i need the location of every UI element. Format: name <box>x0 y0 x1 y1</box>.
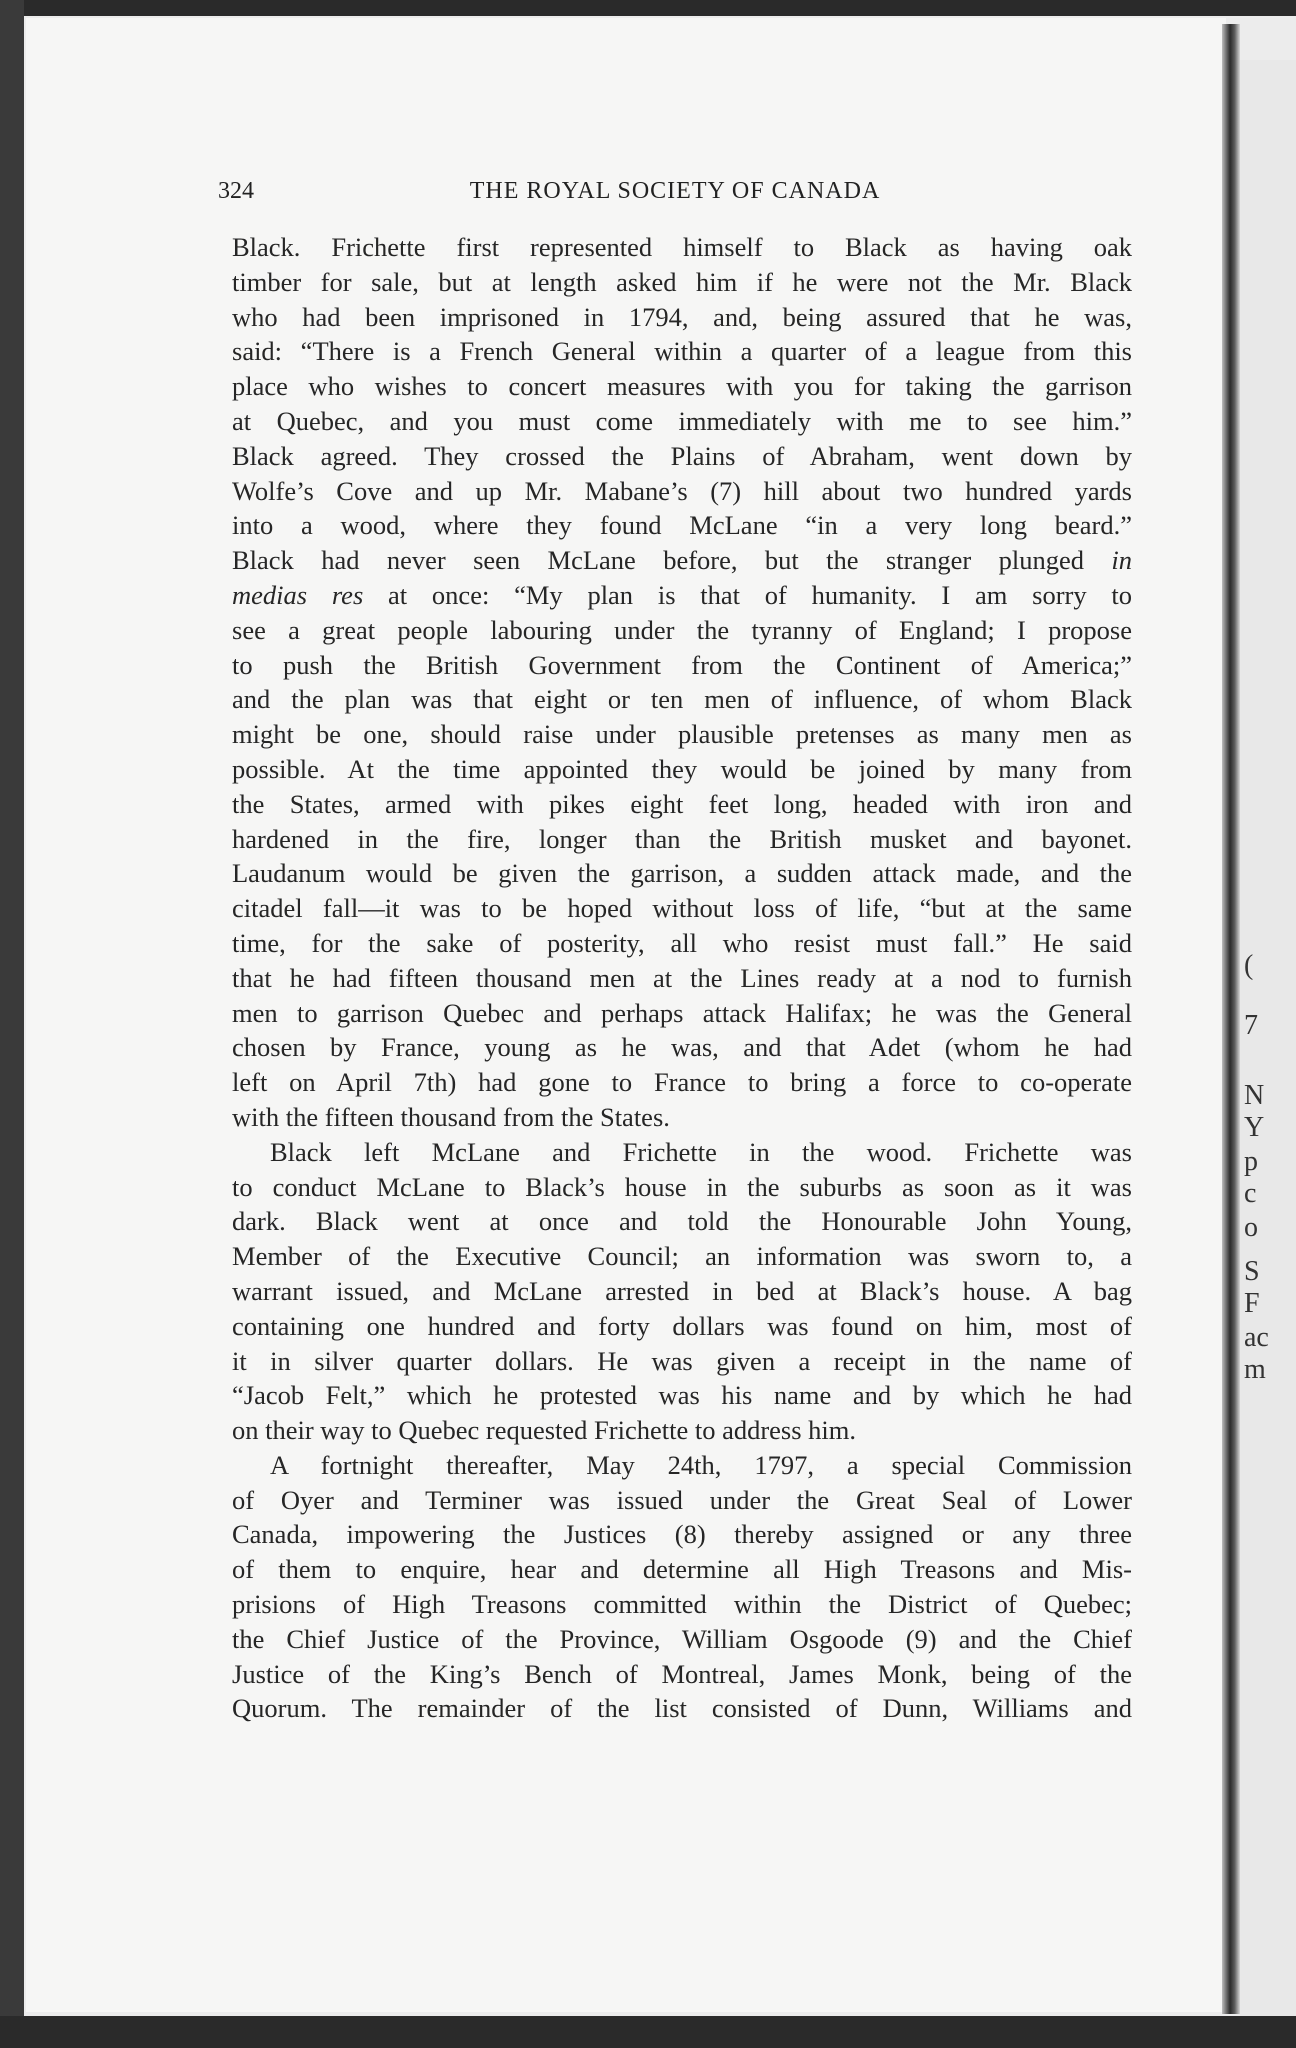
text-line: to conduct McLane to Black’s house in the suburbs as soon as it was <box>232 1171 1132 1202</box>
text-line: containing one hundred and forty dollars was found on him, most of <box>232 1310 1132 1341</box>
text-line: Black. Frichette first represented himself to Black as having oak <box>232 232 1132 262</box>
text-line: who had been imprisoned in 1794, and, being assured that he was, <box>232 301 1132 332</box>
text-line: see a great people labouring under the tyranny of England; I propose <box>232 614 1132 645</box>
text-line: left on April 7th) had gone to France to bring a force to co-operate <box>232 1067 1132 1098</box>
adjacent-page-fragment: F <box>1244 1288 1260 1319</box>
text-line: Quorum. The remainder of the list consisted of Dunn, Williams and <box>232 1693 1132 1724</box>
text-line: Black agreed. They crossed the Plains of Abraham, went down by <box>232 440 1132 471</box>
text-line: medias res at once: “My plan is that of humanity. I am sorry to <box>232 579 1133 610</box>
text-line: might be one, should raise under plausible pretenses as many men as <box>232 719 1132 750</box>
text-line: citadel fall—it was to be hoped without loss of life, “but at the same <box>232 893 1132 924</box>
adjacent-page-edge <box>1240 60 1296 2016</box>
scan-border-left <box>0 0 24 2048</box>
text-line: men to garrison Quebec and perhaps attack Halifax; he was the General <box>232 997 1132 1028</box>
adjacent-page-fragment: Y <box>1244 1112 1265 1143</box>
text-line: possible. At the time appointed they would be joined by many from <box>232 753 1132 784</box>
text-line: said: “There is a French General within a quarter of a league from this <box>232 336 1132 367</box>
adjacent-page-fragment: o <box>1244 1212 1258 1243</box>
text-line: into a wood, where they found McLane “in a very long beard.” <box>232 510 1132 541</box>
page-gutter <box>1222 24 1240 2014</box>
running-head: THE ROYAL SOCIETY OF CANADA <box>469 178 881 204</box>
text-line: the Chief Justice of the Province, William Osgoode (9) and the Chief <box>232 1623 1132 1654</box>
page-number: 324 <box>218 178 254 204</box>
text-line: that he had fifteen thousand men at the Lines ready at a nod to furnish <box>232 962 1132 993</box>
text-line: of them to enquire, hear and determine all High Treasons and Mis- <box>232 1554 1132 1585</box>
text-line: with the fifteen thousand from the States. <box>232 1101 670 1132</box>
text-line: A fortnight thereafter, May 24th, 1797, a special Commission <box>270 1449 1132 1480</box>
text-line: chosen by France, young as he was, and that Adet (whom he had <box>232 1032 1132 1063</box>
text-line: at Quebec, and you must come immediately with me to see him.” <box>232 405 1132 436</box>
text-line: Canada, impowering the Justices (8) thereby assigned or any three <box>232 1519 1132 1550</box>
text-line: time, for the sake of posterity, all who resist must fall.” He said <box>232 927 1132 958</box>
scan-border-bottom <box>0 2016 1296 2048</box>
adjacent-page-fragment: p <box>1244 1146 1258 1177</box>
body-text <box>232 230 1132 1726</box>
text-line: place who wishes to concert measures with you for taking the garrison <box>232 371 1132 402</box>
scan-border-top <box>0 0 1296 16</box>
text-line: of Oyer and Terminer was issued under the Great Seal of Lower <box>232 1484 1132 1515</box>
text-line: it in silver quarter dollars. He was given a receipt in the name of <box>232 1345 1132 1376</box>
text-line: prisions of High Treasons committed within the District of Quebec; <box>232 1589 1132 1620</box>
page-header <box>218 178 1132 210</box>
text-line: timber for sale, but at length asked him if he were not the Mr. Black <box>232 266 1132 297</box>
text-line: Member of the Executive Council; an information was sworn to, a <box>232 1241 1132 1272</box>
text-line: the States, armed with pikes eight feet long, headed with iron and <box>232 788 1132 819</box>
adjacent-page-fragment: c <box>1244 1178 1257 1209</box>
text-line: and the plan was that eight or ten men of influence, of whom Black <box>232 684 1132 715</box>
adjacent-page-fragment: ( <box>1244 950 1254 981</box>
adjacent-page-fragment: m <box>1244 1354 1266 1385</box>
text-line: Black left McLane and Frichette in the wood. Frichette was <box>270 1136 1132 1167</box>
text-line: Black had never seen McLane before, but the stranger plunged in <box>232 545 1132 576</box>
adjacent-page-fragment: ac <box>1244 1322 1269 1353</box>
text-line: Wolfe’s Cove and up Mr. Mabane’s (7) hill about two hundred yards <box>232 475 1132 506</box>
adjacent-page-fragment: 7 <box>1244 1010 1258 1041</box>
adjacent-page-fragment: N <box>1244 1080 1265 1111</box>
text-line: “Jacob Felt,” which he protested was his name and by which he had <box>232 1380 1132 1411</box>
text-line: Laudanum would be given the garrison, a sudden attack made, and the <box>232 858 1132 889</box>
text-line: Justice of the King’s Bench of Montreal, James Monk, being of the <box>232 1658 1132 1689</box>
text-line: on their way to Quebec requested Frichette to address him. <box>232 1415 857 1446</box>
text-line: dark. Black went at once and told the Honourable John Young, <box>232 1206 1132 1237</box>
text-line: warrant issued, and McLane arrested in bed at Black’s house. A bag <box>232 1275 1132 1306</box>
text-line: hardened in the fire, longer than the British musket and bayonet. <box>232 823 1132 854</box>
adjacent-page-fragment: S <box>1244 1256 1260 1287</box>
text-line: to push the British Government from the Continent of America;” <box>232 649 1132 680</box>
